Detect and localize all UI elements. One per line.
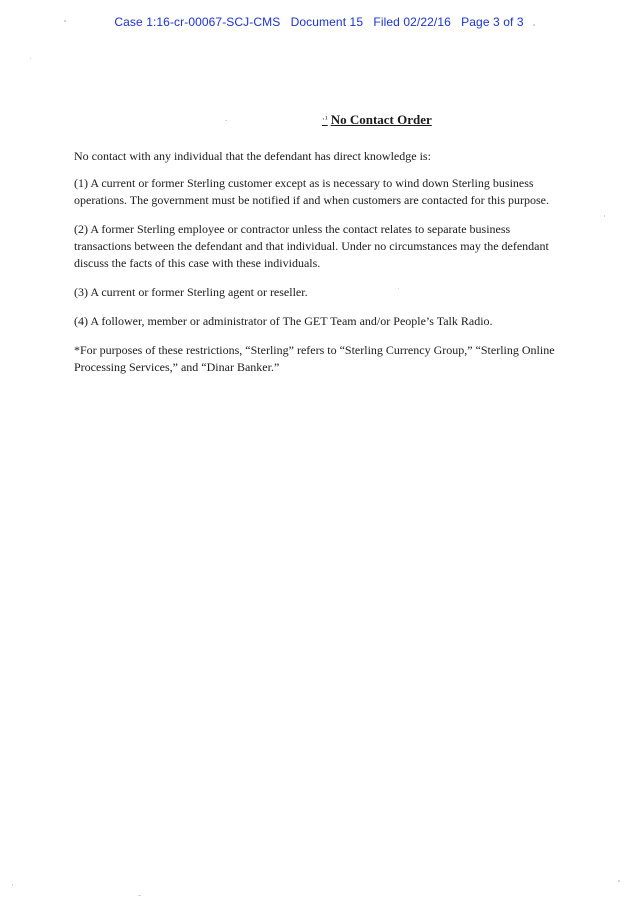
restriction-item-1: (1) A current or former Sterling customer except as is necessary to wind down Sterling business operations. The government must be notified if and when customers are contacted for this purpose. [74, 176, 549, 207]
restriction-item-3: (3) A current or former Sterling agent or reseller. [74, 285, 308, 299]
scan-speck [12, 884, 13, 886]
scan-speck [225, 120, 227, 121]
scan-speck [618, 880, 620, 882]
document-title [322, 112, 432, 128]
intro-paragraph: No contact with any individual that the defendant has direct knowledge is: [74, 149, 431, 163]
case-header-stamp: Case 1:16-cr-00067-SCJ-CMS Document 15 Filed 02/22/16 Page 3 of 3 [114, 15, 524, 29]
scan-speck [138, 895, 141, 896]
footnote-paragraph: *For purposes of these restrictions, “Sterling” refers to “Sterling Currency Group,” “Sterling Online Processing Services,” and “Dinar Banker.” [74, 343, 555, 374]
title-prefix-mark: ·¹ [322, 114, 328, 124]
scan-speck [604, 215, 605, 217]
scan-speck [533, 24, 535, 26]
restriction-item-2: (2) A former Sterling employee or contractor unless the contact relates to separate business transactions between the defendant and that individual. Under no circumstances may the defendant discuss the facts of this case with these individuals. [74, 222, 549, 270]
restriction-item-4: (4) A follower, member or administrator of The GET Team and/or People’s Talk Radio. [74, 314, 493, 328]
scan-speck [30, 58, 31, 59]
scan-speck [64, 20, 66, 22]
scan-speck [398, 288, 399, 289]
document-body [74, 148, 564, 388]
title-text: No Contact Order [330, 112, 432, 127]
